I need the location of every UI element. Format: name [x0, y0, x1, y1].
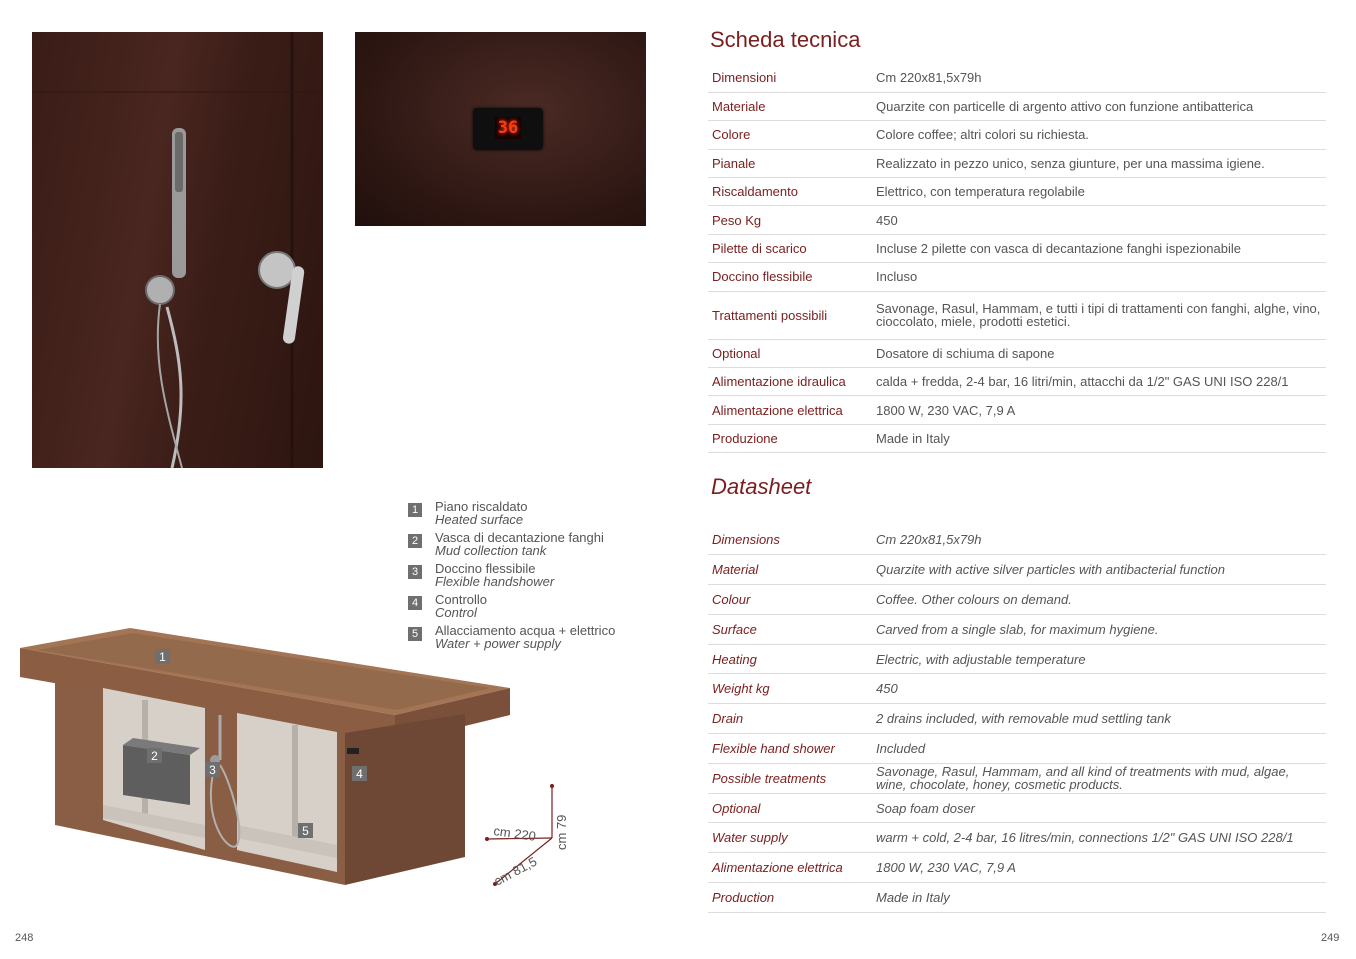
spec-row — [708, 368, 1326, 396]
legend-label-it: Controllo — [435, 592, 488, 607]
spec-value: Incluse 2 pilette con vasca di decantazione fanghi ispezionabile — [872, 234, 1326, 262]
spec-value: Quarzite con particelle di argento attivo con funzione antibatterica — [872, 92, 1326, 120]
legend-number: 1 — [408, 503, 422, 517]
spec-value: Colore coffee; altri colori su richiesta. — [872, 121, 1326, 149]
legend-item — [408, 531, 658, 562]
legend-number: 2 — [408, 534, 422, 548]
legend-item — [408, 593, 658, 624]
page-number-right: 249 — [1321, 932, 1340, 944]
spec-label: Riscaldamento — [708, 178, 872, 206]
spec-label: Weight kg — [708, 674, 872, 704]
diagram-marker — [155, 649, 170, 664]
diagram-legend — [408, 500, 658, 655]
spec-value: 450 — [872, 206, 1326, 234]
spec-row — [708, 92, 1326, 120]
spec-label: Trattamenti possibili — [708, 291, 872, 339]
spec-value: Soap foam doser — [872, 793, 1326, 823]
spec-label: Alimentazione elettrica — [708, 396, 872, 424]
diagram-marker — [147, 748, 162, 763]
datasheet-title: Datasheet — [711, 474, 812, 499]
spec-label: Dimensioni — [708, 64, 872, 92]
legend-number: 3 — [408, 565, 422, 579]
spec-row — [708, 763, 1326, 793]
spec-label: Colore — [708, 121, 872, 149]
spec-value: Incluso — [872, 263, 1326, 291]
diagram-marker — [298, 823, 313, 838]
product-diagram — [15, 620, 585, 900]
scheda-tecnica-table — [708, 64, 1326, 453]
spec-label: Dimensions — [708, 525, 872, 555]
spec-value: 2 drains included, with removable mud settling tank — [872, 704, 1326, 734]
dimension-height-label: cm 79 — [554, 814, 569, 850]
control-box — [347, 748, 359, 754]
thermostat — [473, 108, 543, 150]
legend-label-en: Flexible handshower — [435, 574, 555, 589]
spec-value: Elettrico, con temperatura regolabile — [872, 178, 1326, 206]
faucet-photo — [32, 32, 323, 468]
legend-label-en: Mud collection tank — [435, 543, 547, 558]
legend-item — [408, 562, 658, 593]
spec-row — [708, 853, 1326, 883]
spec-row — [708, 178, 1326, 206]
legend-label-en: Control — [435, 605, 477, 620]
diagram-marker — [205, 762, 220, 777]
control-panel-photo — [355, 32, 646, 226]
spec-value: calda + fredda, 2-4 bar, 16 litri/min, attacchi da 1/2" GAS UNI ISO 228/1 — [872, 368, 1326, 396]
legend-number: 4 — [408, 596, 422, 610]
spec-label: Optional — [708, 793, 872, 823]
spec-value: Cm 220x81,5x79h — [872, 525, 1326, 555]
spec-label: Production — [708, 883, 872, 913]
spec-label: Produzione — [708, 424, 872, 452]
datasheet-table — [708, 525, 1326, 913]
spec-label: Doccino flessibile — [708, 263, 872, 291]
legend-number: 5 — [408, 627, 422, 641]
spec-value: Made in Italy — [872, 424, 1326, 452]
spec-value: Cm 220x81,5x79h — [872, 64, 1326, 92]
spec-label: Peso Kg — [708, 206, 872, 234]
spec-value: Made in Italy — [872, 883, 1326, 913]
spec-label: Materiale — [708, 92, 872, 120]
spec-row — [708, 64, 1326, 92]
marker-5: 5 — [302, 824, 309, 838]
spec-value: Included — [872, 734, 1326, 764]
spec-label: Possible treatments — [708, 763, 872, 793]
spec-value: 450 — [872, 674, 1326, 704]
spec-row — [708, 674, 1326, 704]
spec-value: warm + cold, 2-4 bar, 16 litres/min, connections 1/2" GAS UNI ISO 228/1 — [872, 823, 1326, 853]
spec-row — [708, 149, 1326, 177]
marker-2: 2 — [151, 749, 158, 763]
spec-value: 1800 W, 230 VAC, 7,9 A — [872, 396, 1326, 424]
spec-row — [708, 555, 1326, 585]
spec-label: Pilette di scarico — [708, 234, 872, 262]
spec-value: Realizzato in pezzo unico, senza giunture, per una massima igiene. — [872, 149, 1326, 177]
legend-label-en: Water + power supply — [435, 636, 561, 651]
spec-label: Flexible hand shower — [708, 734, 872, 764]
spec-label: Material — [708, 555, 872, 585]
thermostat-display: 36 — [495, 117, 521, 139]
spec-value: Savonage, Rasul, Hammam, e tutti i tipi di trattamenti con fanghi, alghe, vino, cioccolato, miele, prodotti estetici. — [872, 291, 1326, 339]
legend-label-it: Piano riscaldato — [435, 499, 528, 514]
spec-label: Surface — [708, 614, 872, 644]
spec-label: Optional — [708, 339, 872, 367]
spec-value: Electric, with adjustable temperature — [872, 644, 1326, 674]
legend-label-it: Allacciamento acqua + elettrico — [435, 623, 616, 638]
dimension-length-label: cm 220 — [492, 823, 537, 844]
spec-row — [708, 234, 1326, 262]
spec-row — [708, 883, 1326, 913]
spec-label: Water supply — [708, 823, 872, 853]
legend-item — [408, 500, 658, 531]
spec-label: Colour — [708, 585, 872, 615]
spec-row — [708, 424, 1326, 452]
spec-row — [708, 263, 1326, 291]
spec-value: Coffee. Other colours on demand. — [872, 585, 1326, 615]
spec-label: Alimentazione idraulica — [708, 368, 872, 396]
spec-value: Dosatore di schiuma di sapone — [872, 339, 1326, 367]
spec-label: Drain — [708, 704, 872, 734]
marker-1: 1 — [159, 650, 166, 664]
page-number-left: 248 — [15, 932, 34, 944]
spec-row — [708, 339, 1326, 367]
scheda-tecnica-title: Scheda tecnica — [710, 27, 861, 52]
spec-label: Alimentazione elettrica — [708, 853, 872, 883]
spec-row — [708, 121, 1326, 149]
spec-value: Quarzite with active silver particles with antibacterial function — [872, 555, 1326, 585]
spec-value: Savonage, Rasul, Hammam, and all kind of treatments with mud, algae, wine, chocolate, honey, cosmetic products. — [872, 763, 1326, 793]
legend-label-it: Doccino flessibile — [435, 561, 536, 576]
spec-row — [708, 734, 1326, 764]
faucet-illustration — [32, 32, 323, 468]
spec-value: Carved from a single slab, for maximum hygiene. — [872, 614, 1326, 644]
dimension-width-label: cm 81,5 — [491, 853, 540, 889]
diagram-marker — [352, 766, 367, 781]
spec-label: Heating — [708, 644, 872, 674]
spec-row — [708, 206, 1326, 234]
spec-row — [708, 704, 1326, 734]
legend-item — [408, 624, 658, 655]
spec-row — [708, 793, 1326, 823]
legend-label-it: Vasca di decantazione fanghi — [435, 530, 604, 545]
spec-row — [708, 644, 1326, 674]
spec-row — [708, 525, 1326, 555]
spec-row — [708, 823, 1326, 853]
spec-row — [708, 291, 1326, 339]
spec-row — [708, 396, 1326, 424]
marker-3: 3 — [209, 763, 216, 777]
spec-row — [708, 614, 1326, 644]
body-side — [345, 714, 465, 885]
marker-4: 4 — [356, 767, 363, 781]
spec-label: Pianale — [708, 149, 872, 177]
spec-row — [708, 585, 1326, 615]
legend-label-en: Heated surface — [435, 512, 524, 527]
spec-value: 1800 W, 230 VAC, 7,9 A — [872, 853, 1326, 883]
